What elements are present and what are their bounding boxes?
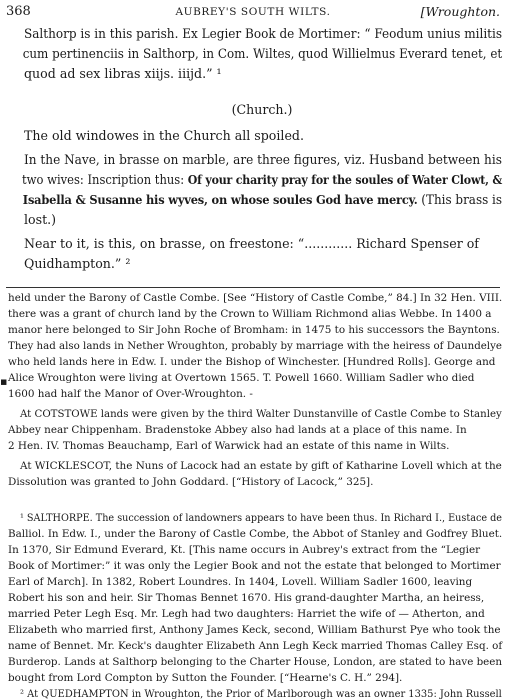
blackletter-inscription: Of your charity pray for the soules of Water Clowt, & — [187, 173, 503, 187]
footnote-line: Earl of March]. In 1382, Robert Loundres. In 1404, Lovell. William Sadler 1600, leaving — [8, 576, 473, 588]
note-line: Alice Wroughton were living at Overtown 1565. T. Powell 1660. William Sadler who died — [8, 372, 475, 384]
text-line: lost.) — [24, 212, 57, 227]
note-line: Abbey near Chippenham. Bradenstoke Abbey also had lands at a place of this name. In — [8, 424, 467, 436]
footnote-line: Robert his son and heir. Sir Thomas Bennet 1670. His grand-daughter Martha, an heiress, — [8, 592, 485, 604]
footnote-line: married Peter Legh Esq. Mr. Legh had two daughters: Harriet the wife of — Atherton, and — [8, 608, 485, 620]
text-line: Quidhampton.” ² — [24, 256, 131, 271]
text-line: Near to it, is this, on brasse, on freestone: “............ Richard Spenser of — [24, 236, 479, 251]
footnote-line: Balliol. In Edw. I., under the Barony of Castle Combe, the Abbot of Stanley and Godfrey Bluet. — [8, 528, 503, 540]
margin-mark: ▪ — [0, 375, 8, 388]
page-number: 368 — [6, 4, 31, 19]
note-line: 2 Hen. IV. Thomas Beauchamp, Earl of Warwick had an estate of this name in Wilts. — [8, 440, 450, 452]
running-title: AUBREY'S SOUTH WILTS. — [175, 6, 331, 18]
place-heading: [Wroughton. — [420, 4, 500, 19]
footnote-line: In 1370, Sir Edmund Everard, Kt. [This name occurs in Aubrey's extract from the “Legier — [8, 544, 481, 556]
note-line: held under the Barony of Castle Combe. [See “History of Castle Combe,” 84.] In 32 Hen. VIII. — [8, 292, 503, 304]
note-line: 1600 had half the Manor of Over-Wroughton. - — [8, 388, 253, 400]
text-fragment: two wives: Inscription thus: — [21, 172, 185, 187]
note-line: At WICKLESCOT, the Nuns of Lacock had an estate by gift of Katharine Lovell which at the — [20, 460, 502, 472]
note-line: Dissolution was granted to John Goddard. [“History of Lacock,” 325]. — [8, 476, 374, 488]
text-line: Salthorp is in this parish. Ex Legier Book de Mortimer: “ Feodum unius militis — [24, 26, 503, 41]
footnote-line: Elizabeth who married first, Anthony James Keck, second, William Bathurst Pye who took the — [8, 624, 501, 636]
text-line: In the Nave, in brasse on marble, are three figures, viz. Husband between his — [24, 152, 502, 167]
note-line: They had also lands in Nether Wroughton, probably by marriage with the heiress of Daundelye — [8, 340, 502, 352]
church-heading: (Church.) — [231, 102, 293, 117]
note-line: At COTSTOWE lands were given by the third Walter Dunstanville of Castle Combe to Stanley — [20, 408, 502, 420]
footnote-line: ¹ SALTHORPE. The succession of landowners appears to have been thus. In Richard I., Eustace de — [20, 512, 503, 524]
footnote-line: ² At QUEDHAMPTON in Wroughton, the Prior of Marlborough was an owner 1335: John Russell — [20, 688, 502, 700]
text-line: quod ad sex libras xiijs. iiijd.” ¹ — [24, 66, 222, 81]
footnote-line: Book of Mortimer:” it was only the Legier Book and not the estate that belonged to Mortimer — [8, 560, 501, 572]
text-line — [0, 192, 502, 207]
text-line — [0, 172, 502, 187]
text-line: The old windowes in the Church all spoiled. — [24, 128, 304, 143]
text-fragment: (This brass is — [421, 192, 503, 207]
note-line: there was a grant of church land by the Crown to William Richmond alias Webbe. In 1400 a — [8, 308, 492, 320]
divider-rule — [6, 287, 500, 288]
note-line: manor here belonged to Sir John Roche of Bromham: in 1475 to his successors the Bayntons. — [8, 324, 500, 336]
footnote-line: name of Bennet. Mr. Keck's daughter Elizabeth Ann Legh Keck married Thomas Calley Esq. of — [8, 640, 503, 652]
text-line: cum pertinenciis in Salthorp, in Com. Wiltes, quod Willielmus Everard tenet, et — [22, 46, 503, 61]
note-line: who held lands here in Edw. I. under the Bishop of Winchester. [Hundred Rolls]. George and — [8, 356, 496, 368]
page-header — [6, 4, 500, 22]
footnote-line: bought from Lord Compton by Sutton the Founder. [“Hearne's C. H.” 294]. — [8, 672, 403, 684]
blackletter-inscription: Isabella & Susanne his wyves, on whose soules God have mercy. — [22, 193, 418, 207]
footnote-line: Burderop. Lands at Salthorp belonging to the Charter House, London, are stated to have been — [8, 656, 502, 668]
